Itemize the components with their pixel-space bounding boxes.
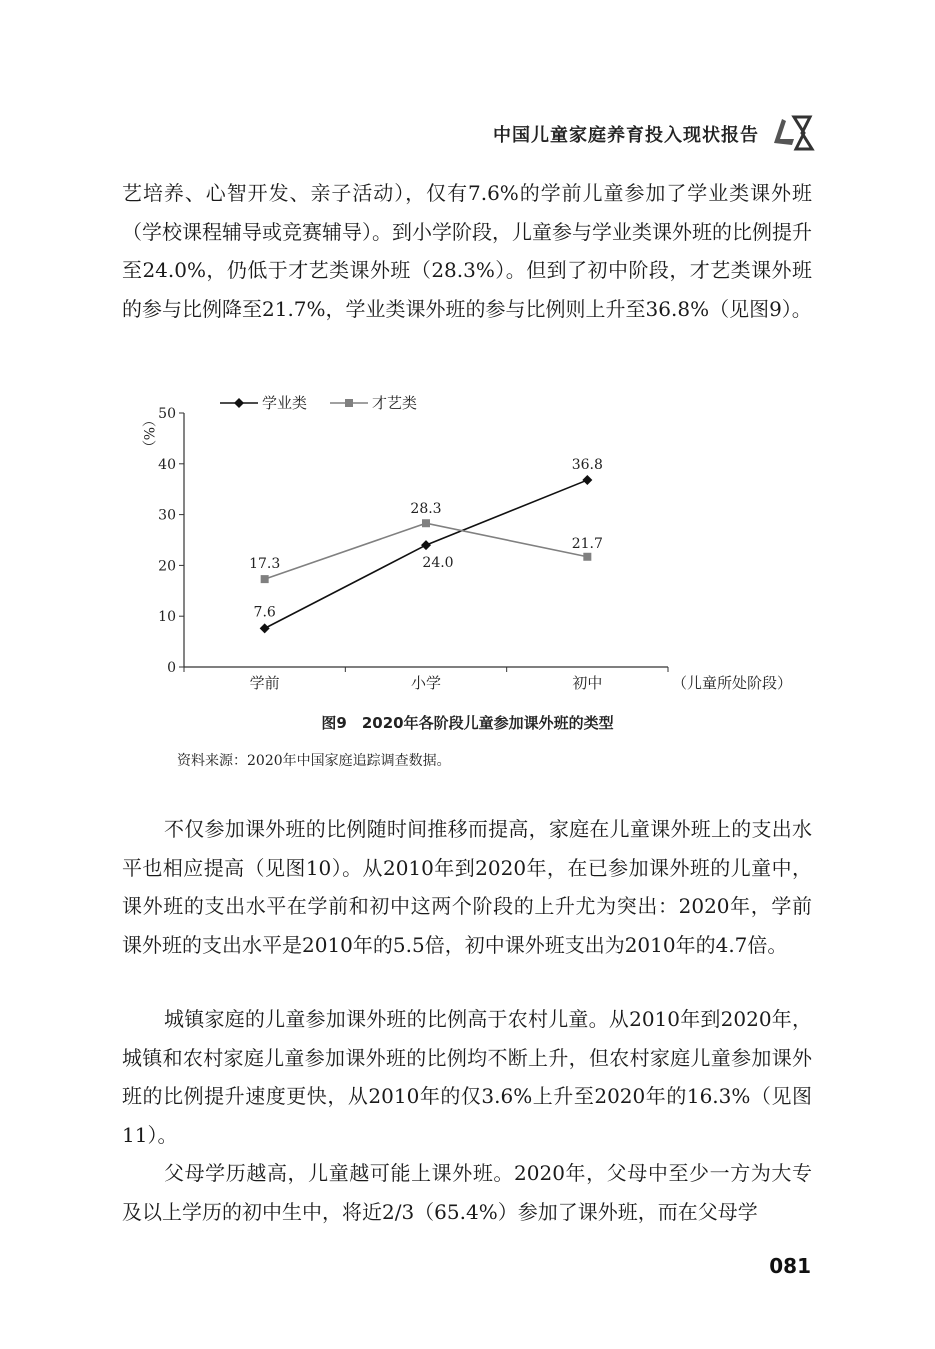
y-tick-label: 0 [167, 660, 176, 676]
data-label: 28.3 [410, 501, 442, 518]
data-point-marker [260, 623, 270, 633]
data-point-marker [583, 553, 591, 561]
data-label: 21.7 [571, 535, 603, 552]
data-point-marker [261, 575, 269, 583]
figure-source: 资料来源：2020年中国家庭追踪调查数据。 [177, 753, 451, 769]
legend-marker [345, 399, 353, 407]
y-tick-label: 50 [158, 406, 176, 422]
figure-9-chart [130, 385, 810, 700]
y-tick-label: 10 [158, 609, 176, 626]
y-tick-label: 20 [158, 558, 176, 575]
book-logo-icon [772, 113, 816, 153]
y-tick-label: 40 [158, 456, 176, 473]
data-point-marker [421, 540, 431, 550]
legend-label: 才艺类 [372, 394, 418, 412]
figure-caption: 图9 2020年各阶段儿童参加课外班的类型 [321, 714, 614, 732]
x-tick-label: 初中 [572, 674, 603, 692]
data-label: 17.3 [249, 556, 281, 573]
y-axis-label: （%） [140, 413, 156, 455]
y-tick-label: 30 [158, 507, 176, 524]
data-point-marker [582, 475, 592, 485]
data-label: 24.0 [422, 555, 454, 572]
x-axis-label: （儿童所处阶段） [672, 674, 793, 692]
line-chart [130, 385, 810, 700]
data-point-marker [422, 519, 430, 527]
page-number: 081 [769, 1254, 811, 1278]
header-title: 中国儿童家庭养育投入现状报告 [493, 125, 759, 146]
data-label: 36.8 [571, 457, 603, 474]
data-label: 7.6 [253, 604, 276, 621]
paragraph-4: 父母学历越高，儿童越可能上课外班。2020年，父母中至少一方为大专及以上学历的初中生中，将近2/3（65.4%）参加了课外班，而在父母学 [122, 1161, 812, 1224]
paragraph-1: 艺培养、心智开发、亲子活动），仅有7.6%的学前儿童参加了学业类课外班（学校课程辅导或竞赛辅导）。到小学阶段，儿童参与学业类课外班的比例提升至24.0%，仍低于才艺类课外班（28.3%）。但到了初中阶段，才艺类课外班的参与比例降至21.7%，学业类课外班的参与比例则上升至36.8%（见图9）。 [122, 181, 812, 321]
paragraph-2: 不仅参加课外班的比例随时间推移而提高，家庭在儿童课外班上的支出水平也相应提高（见图10）。从2010年到2020年，在已参加课外班的儿童中，课外班的支出水平在学前和初中这两个阶段的上升尤为突出：2020年，学前课外班的支出水平是2010年的5.5倍，初中课外班支出为2010年的4.7倍。 [122, 817, 812, 957]
legend-label: 学业类 [262, 394, 308, 412]
legend-marker [234, 398, 244, 408]
x-tick-label: 学前 [249, 674, 280, 692]
paragraph-3: 城镇家庭的儿童参加课外班的比例高于农村儿童。从2010年到2020年，城镇和农村家庭儿童参加课外班的比例均不断上升，但农村家庭儿童参加课外班的比例提升速度更快，从2010年的仅3.6%上升至2020年的16.3%（见图11）。 [122, 1007, 812, 1147]
x-tick-label: 小学 [410, 674, 442, 692]
